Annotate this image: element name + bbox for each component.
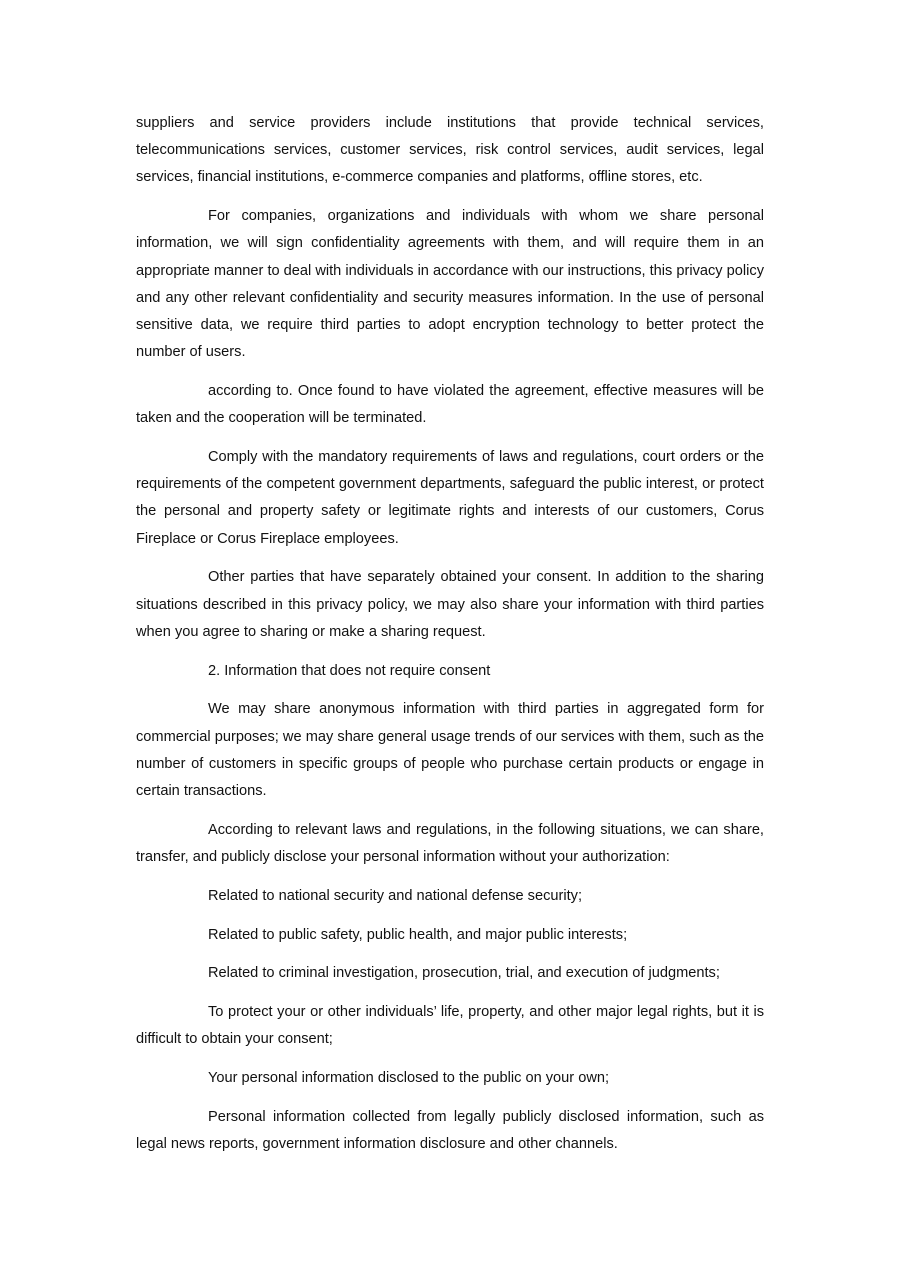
- list-item-national-security: Related to national security and national defense security;: [208, 887, 582, 904]
- paragraph-without-authorization: According to relevant laws and regulations, in the following situations, we can share, transfer, and publicly disclose your personal information without your authorization:: [136, 821, 764, 866]
- paragraph-agreement-violation: according to. Once found to have violated the agreement, effective measures will be taken and the cooperation will be terminated.: [136, 383, 764, 427]
- paragraph-service-providers: suppliers and service providers include institutions that provide technical services, telecommunications services, customer services, risk control services, audit services, legal services, financial institutions, e-commerce companies and platforms, offline stores, etc.: [136, 115, 764, 186]
- section-heading-no-consent: 2. Information that does not require consent: [208, 662, 491, 679]
- list-item-public-safety: Related to public safety, public health, and major public interests;: [208, 926, 628, 943]
- paragraph-legal-requirements: Comply with the mandatory requirements of laws and regulations, court orders or the requirements of the competent government departments, safeguard the public interest, or protect the personal and property safety or legitimate rights and interests of our customers, Corus Fireplace or Corus Fireplace employees.: [136, 449, 764, 547]
- paragraph-confidentiality-agreements: For companies, organizations and individuals with whom we share personal information, we will sign confidentiality agreements with them, and will require them in an appropriate manner to deal with individuals in accordance with our instructions, this privacy policy and any other relevant confidentiality and security measures information. In the use of personal sensitive data, we require third parties to adopt encryption technology to better protect the number of users.: [136, 208, 764, 361]
- paragraph-separate-consent: Other parties that have separately obtained your consent. In addition to the sharing situations described in this privacy policy, we may also share your information with third parties when you agree to sharing or make a sharing request.: [136, 569, 764, 640]
- list-item-criminal-investigation: Related to criminal investigation, prosecution, trial, and execution of judgments;: [208, 965, 720, 982]
- list-item-self-disclosed: Your personal information disclosed to the public on your own;: [208, 1070, 610, 1087]
- list-item-public-sources: Personal information collected from legally publicly disclosed information, such as legal news reports, government information disclosure and other channels.: [136, 1109, 764, 1153]
- paragraph-anonymous-information: We may share anonymous information with third parties in aggregated form for commercial purposes; we may share general usage trends of our services with them, such as the number of customers in specific groups of people who purchase certain products or engage in certain transactions.: [136, 701, 764, 800]
- document-body: [136, 110, 764, 1170]
- list-item-protect-rights: To protect your or other individuals’ life, property, and other major legal rights, but it is difficult to obtain your consent;: [136, 1004, 764, 1048]
